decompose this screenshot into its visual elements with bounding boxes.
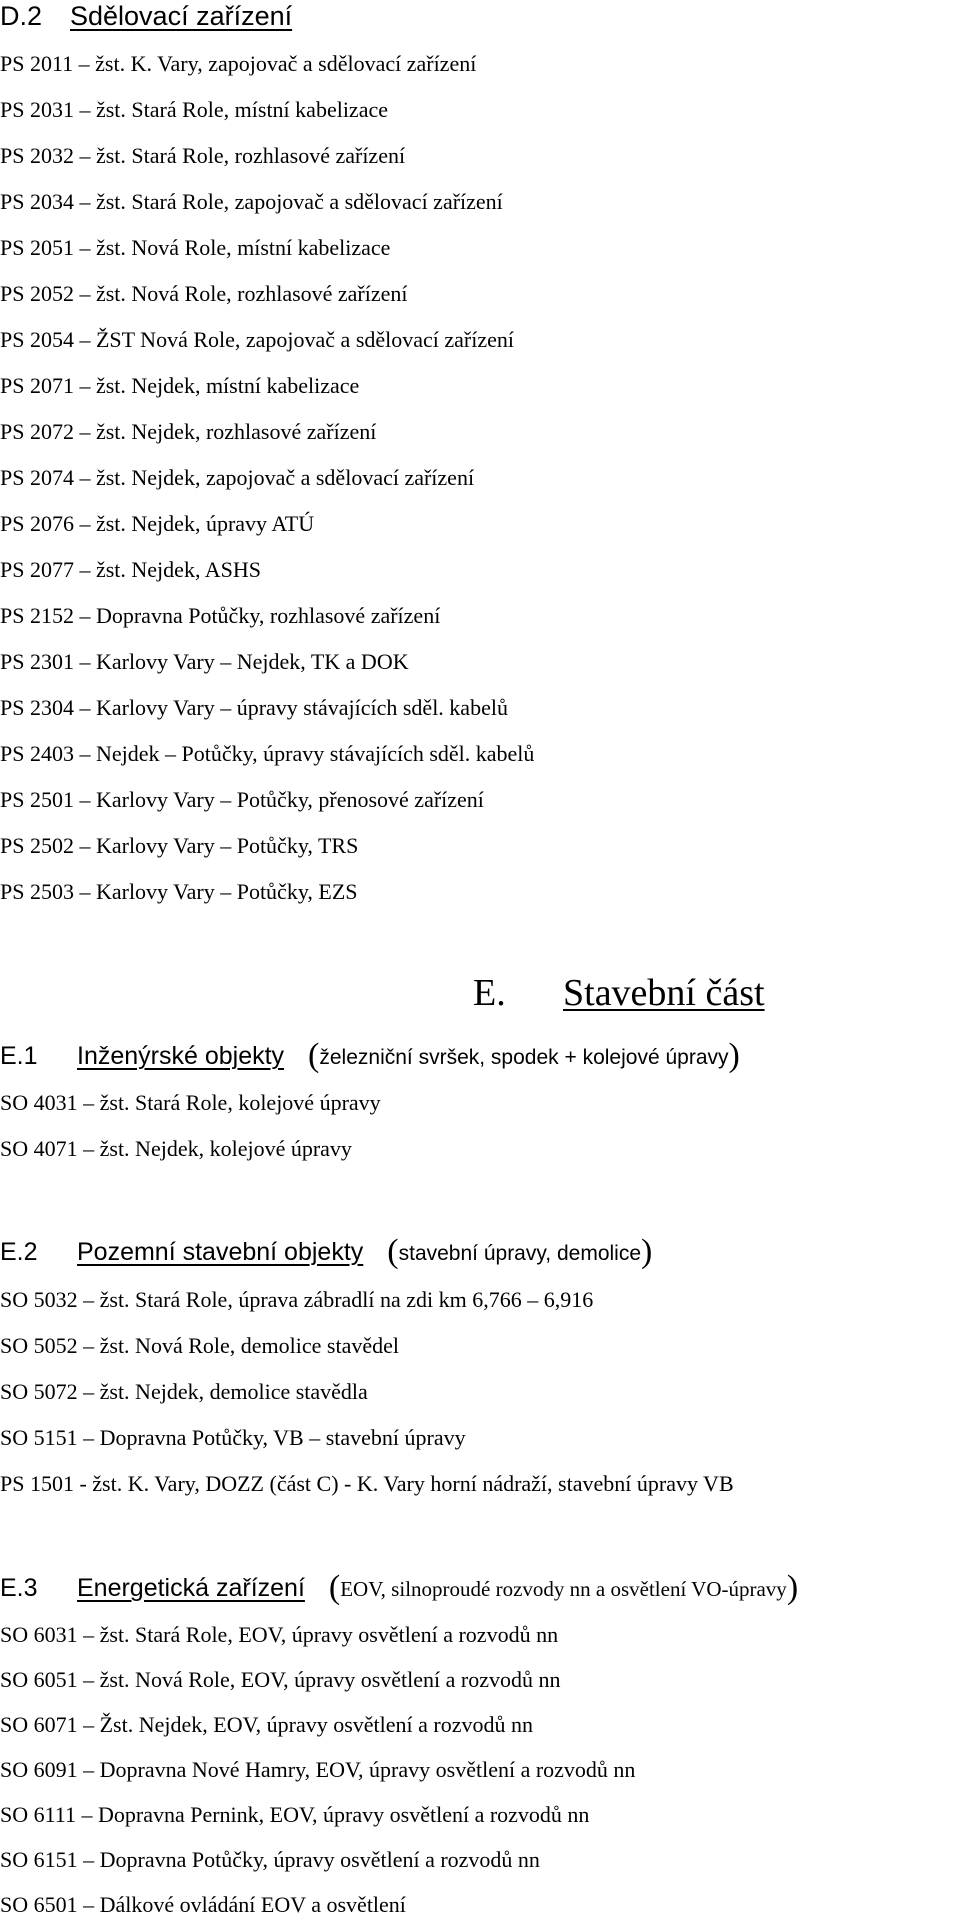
section-d2-heading	[0, 0, 292, 32]
section-e3-paren-open: (	[328, 1569, 341, 1606]
list-item: PS 2503 – Karlovy Vary – Potůčky, EZS	[0, 879, 358, 904]
list-item: SO 6071 – Žst. Nejdek, EOV, úpravy osvětlení a rozvodů nn	[0, 1712, 534, 1737]
list-item: SO 6031 – žst. Stará Role, EOV, úpravy osvětlení a rozvodů nn	[0, 1622, 559, 1647]
section-e1-number: E.1	[0, 1042, 38, 1070]
section-e1-heading	[0, 1034, 740, 1080]
list-item: PS 2403 – Nejdek – Potůčky, úpravy stávajících sděl. kabelů	[0, 741, 535, 766]
section-e2-paren-close: )	[641, 1233, 653, 1270]
section-e2-number: E.2	[0, 1238, 38, 1266]
list-item: PS 2304 – Karlovy Vary – úpravy stávajících sděl. kabelů	[0, 695, 508, 720]
list-item: PS 2501 – Karlovy Vary – Potůčky, přenosové zařízení	[0, 787, 484, 812]
list-item: PS 2051 – žst. Nová Role, místní kabelizace	[0, 235, 391, 260]
list-item: SO 6151 – Dopravna Potůčky, úpravy osvětlení a rozvodů nn	[0, 1847, 540, 1872]
list-item: SO 6501 – Dálkové ovládání EOV a osvětlení	[0, 1892, 406, 1917]
list-item: PS 2031 – žst. Stará Role, místní kabelizace	[0, 97, 388, 122]
section-d2-list	[0, 41, 534, 915]
section-e3-title: Energetická zařízení	[77, 1574, 305, 1602]
list-item: PS 2502 – Karlovy Vary – Potůčky, TRS	[0, 833, 359, 858]
list-item: SO 5052 – žst. Nová Role, demolice stavědel	[0, 1333, 399, 1358]
section-e3-paren-close: )	[786, 1569, 799, 1606]
list-item: SO 6111 – Dopravna Pernink, EOV, úpravy osvětlení a rozvodů nn	[0, 1802, 590, 1827]
section-e1-list	[0, 1080, 381, 1172]
section-e1-note: železniční svršek, spodek + kolejové úpravy	[319, 1046, 729, 1069]
section-d2-number: D.2	[0, 1, 43, 31]
list-item: PS 2076 – žst. Nejdek, úpravy ATÚ	[0, 511, 315, 536]
list-item: PS 2034 – žst. Stará Role, zapojovač a sdělovací zařízení	[0, 189, 503, 214]
list-item: PS 2152 – Dopravna Potůčky, rozhlasové zařízení	[0, 603, 441, 628]
list-item: SO 6051 – žst. Nová Role, EOV, úpravy osvětlení a rozvodů nn	[0, 1667, 561, 1692]
list-item: PS 2072 – žst. Nejdek, rozhlasové zařízení	[0, 419, 377, 444]
section-e1-paren-close: )	[728, 1037, 740, 1074]
section-e2-list	[0, 1277, 734, 1507]
section-e-title: Stavební část	[563, 972, 765, 1014]
section-d2-title: Sdělovací zařízení	[70, 1, 293, 31]
list-item: PS 1501 - žst. K. Vary, DOZZ (část C) - K. Vary horní nádraží, stavební úpravy VB	[0, 1471, 734, 1496]
list-item: SO 4031 – žst. Stará Role, kolejové úpravy	[0, 1090, 381, 1115]
section-e-heading	[473, 970, 765, 1016]
section-e3-note: EOV, silnoproudé rozvody nn a osvětlení VO-úpravy	[340, 1577, 787, 1601]
list-item: PS 2054 – ŽST Nová Role, zapojovač a sdělovací zařízení	[0, 327, 515, 352]
list-item: PS 2071 – žst. Nejdek, místní kabelizace	[0, 373, 360, 398]
section-e2-title: Pozemní stavební objekty	[77, 1238, 364, 1266]
section-e-letter: E.	[473, 972, 506, 1014]
section-e3-number: E.3	[0, 1574, 38, 1602]
list-item: SO 5032 – žst. Stará Role, úprava zábradlí na zdi km 6,766 – 6,916	[0, 1287, 594, 1312]
list-item: PS 2301 – Karlovy Vary – Nejdek, TK a DOK	[0, 649, 409, 674]
list-item: PS 2011 – žst. K. Vary, zapojovač a sdělovací zařízení	[0, 51, 477, 76]
section-e3-heading	[0, 1566, 798, 1611]
section-e2-note: stavební úpravy, demolice	[398, 1242, 642, 1265]
section-e2-heading	[0, 1230, 652, 1276]
section-e2-paren-open: (	[387, 1233, 399, 1270]
list-item: SO 5151 – Dopravna Potůčky, VB – stavební úpravy	[0, 1425, 466, 1450]
list-item: PS 2032 – žst. Stará Role, rozhlasové zařízení	[0, 143, 406, 168]
list-item: SO 5072 – žst. Nejdek, demolice stavědla	[0, 1379, 368, 1404]
list-item: PS 2077 – žst. Nejdek, ASHS	[0, 557, 261, 582]
list-item: PS 2052 – žst. Nová Role, rozhlasové zařízení	[0, 281, 408, 306]
section-e3-list	[0, 1612, 635, 1927]
section-e1-paren-open: (	[308, 1037, 320, 1074]
list-item: SO 6091 – Dopravna Nové Hamry, EOV, úpravy osvětlení a rozvodů nn	[0, 1757, 636, 1782]
list-item: SO 4071 – žst. Nejdek, kolejové úpravy	[0, 1136, 352, 1161]
list-item: PS 2074 – žst. Nejdek, zapojovač a sdělovací zařízení	[0, 465, 475, 490]
section-e1-title: Inženýrské objekty	[77, 1042, 285, 1070]
